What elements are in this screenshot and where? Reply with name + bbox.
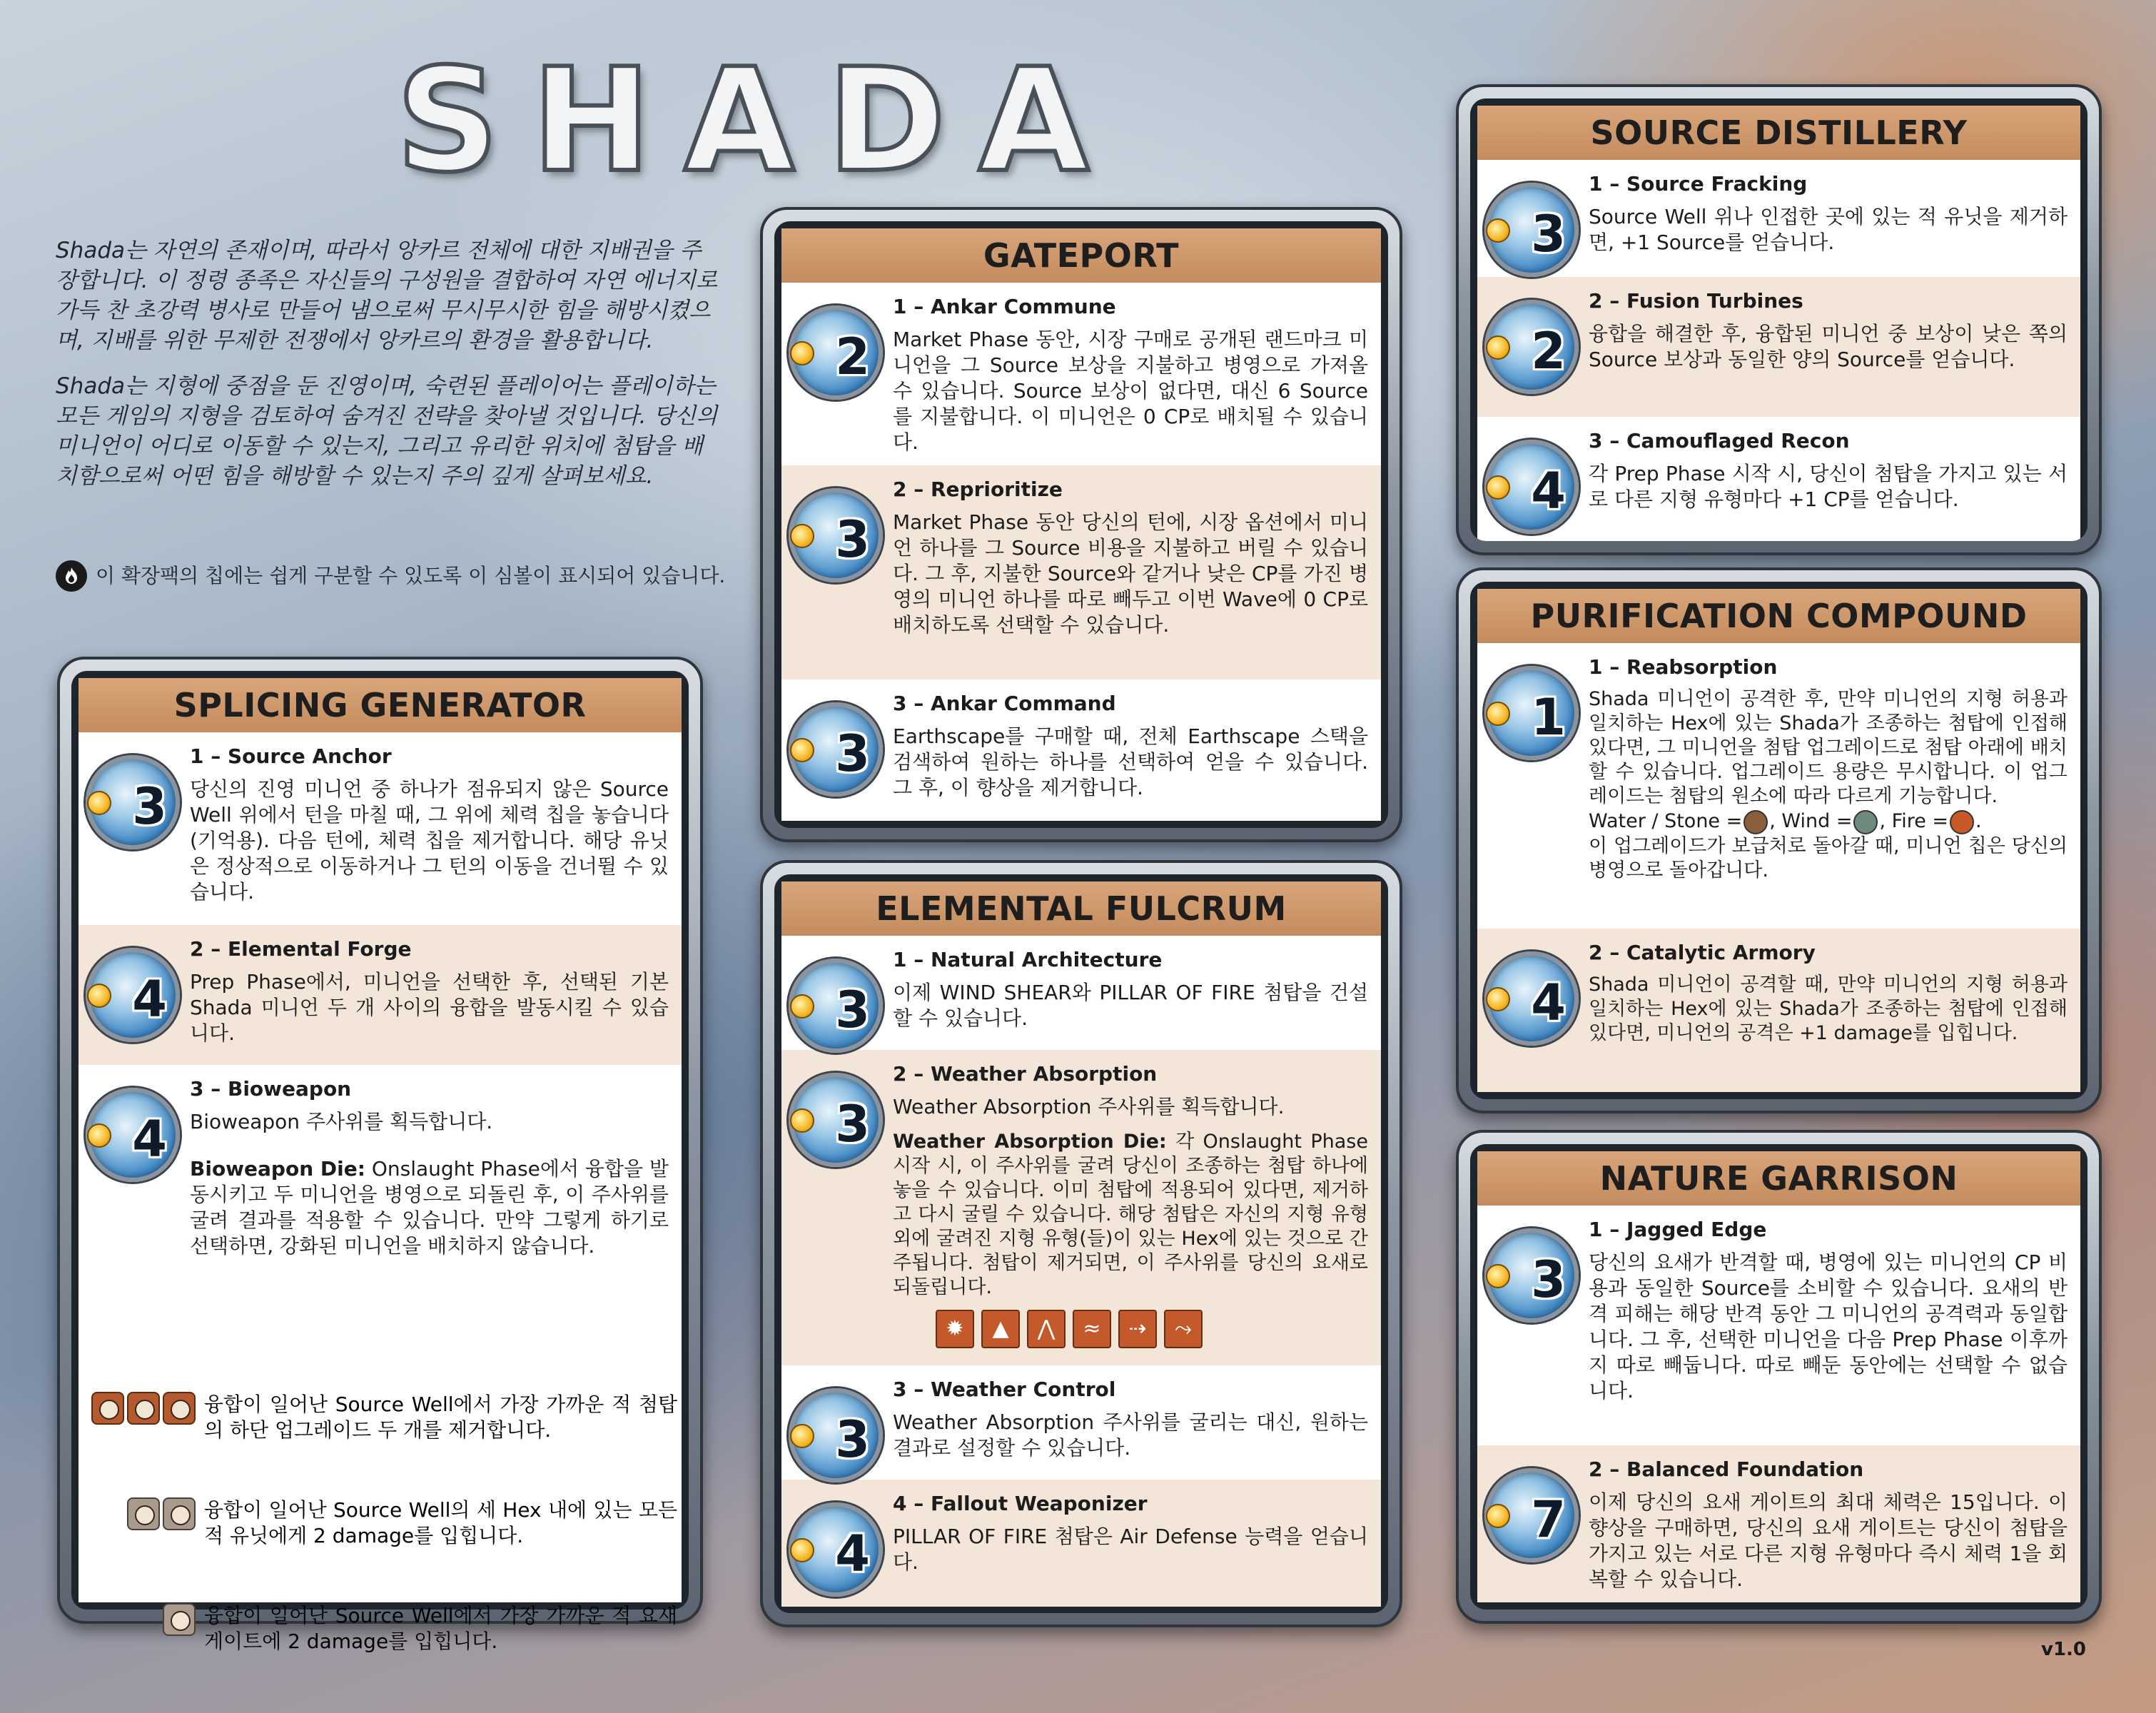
- upgrade-row: [79, 732, 682, 925]
- die-description: Bioweapon Die: Onslaught Phase에서 융합을 발동시키고 두 미니언을 병영으로 되돌린 후, 이 주사위를 굴려 결과를 적용할 수 있습니다. 만약 그렇게 하기로 선택하면, 강화된 미니언을 배치하지 않습니다.: [190, 1157, 669, 1258]
- cost-badge: 2: [1484, 300, 1579, 394]
- version-label: v1.0: [2041, 1639, 2087, 1660]
- upgrade-title: 4 – Fallout Weaponizer: [893, 1492, 1148, 1515]
- card-source-distillery: [1456, 84, 2102, 555]
- peak-terrain-icon: ⋀: [1027, 1310, 1066, 1348]
- upgrade-text: Source Well 위나 인접한 곳에 있는 적 유닛을 제거하면, +1 Source를 얻습니다.: [1589, 205, 2068, 254]
- terrain-chip-icon: [163, 1603, 196, 1636]
- intro-paragraph-2: Shada는 지형에 중점을 둔 진영이며, 숙련된 플레이어는 플레이하는 모든 게임의 지형을 검토하여 숨겨진 전략을 찾아낼 것입니다. 당신의 미니언이 어디로 이동할 수 있는지, 그리고 유리한 위치에 첨탑을 배치함으로써 어떤 힘을 해방할 수 있는지 주의 깊게 살펴보세요.: [56, 373, 718, 489]
- terrain-icons: [936, 1310, 1368, 1348]
- cost-badge: 4: [789, 1502, 883, 1597]
- card-purification-compound: [1456, 567, 2102, 1113]
- upgrade-text: 융합을 해결한 후, 융합된 미니언 중 보상이 낮은 쪽의 Source 보상과 동일한 양의 Source를 얻습니다.: [1589, 322, 2068, 371]
- terrain-chip-icon: [163, 1392, 196, 1425]
- upgrade-title: 1 – Source Fracking: [1589, 172, 1808, 196]
- card-title: NATURE GARRISON: [1477, 1151, 2080, 1206]
- cost-badge: 3: [789, 488, 883, 582]
- intro-paragraph-1: Shada는 자연의 존재이며, 따라서 앙카르 전체에 대한 지배권을 주장합니다. 이 정령 종족은 자신들의 구성원을 결합하여 자연 에너지로 가득 찬 초강력 병사로 만들어 냄으로써 무시무시한 힘을 해방시켰으며, 지배를 위한 무제한 전쟁에서 앙카르의 환경을 활용합니다.: [56, 238, 718, 353]
- upgrade-text: 각 Prep Phase 시작 시, 당신이 첨탑을 가지고 있는 서로 다른 지형 유형마다 +1 CP를 얻습니다.: [1589, 462, 2068, 511]
- cost-badge: 1: [1484, 666, 1579, 760]
- upgrade-text: Shada 미니언이 공격할 때, 만약 미니언의 지형 허용과 일치하는 Hex에 있는 Shada가 조종하는 첨탑에 인접해 있다면, 미니언의 공격은 +1 damage를 입힙니다.: [1589, 974, 2068, 1044]
- card-gateport: [760, 207, 1402, 842]
- upgrade-text: Earthscape를 구매할 때, 전체 Earthscape 스택을 검색하여 원하는 하나를 선택하여 얻을 수 있습니다. 그 후, 이 향상을 제거합니다.: [893, 724, 1368, 799]
- source-icon: [790, 1108, 814, 1133]
- fire-terrain-icon: ✹: [936, 1310, 974, 1348]
- card-nature-garrison: [1456, 1130, 2102, 1624]
- source-icon: [790, 1424, 814, 1448]
- card-elemental-fulcrum: [760, 860, 1402, 1627]
- upgrade-title: 1 – Natural Architecture: [893, 948, 1163, 971]
- upgrade-text: 이제 당신의 요새 게이트의 최대 체력은 15입니다. 이 향상을 구매하면, 당신의 요새 게이트는 당신이 첨탑을 가지고 있는 서로 다른 지형 유형마다 즉시 체력 1을 회복할 수 있습니다.: [1589, 1490, 2068, 1591]
- source-icon: [790, 524, 814, 548]
- terrain-chip-icon: [91, 1392, 124, 1425]
- upgrade-title: 2 – Fusion Turbines: [1589, 289, 1803, 313]
- upgrade-row: [1477, 1445, 2080, 1602]
- upgrade-row: [781, 1050, 1381, 1365]
- cost-badge: 3: [1484, 1228, 1579, 1323]
- cost-badge: 3: [789, 702, 883, 797]
- upgrade-title: 2 – Catalytic Armory: [1589, 941, 1816, 964]
- die-description: Weather Absorption Die: 각 Onslaught Phase 시작 시, 이 주사위를 굴려 당신이 조종하는 첨탑 하나에 놓을 수 있습니다. 이미 첨탑에 적용되어 있다면, 제거하고 다시 굴릴 수 있습니다. 해당 첨탑은 자신의 지형 유형 외에 굴려진 지형 유형(들)이 있는 Hex에 있는 것으로 간주됩니다. 첨탑이 제거되면, 이 주사위를 당신의 요새로 되돌립니다.: [893, 1131, 1368, 1298]
- wind-terrain-icon: ⇢: [1118, 1310, 1157, 1348]
- terrain-chip-icon: [127, 1497, 160, 1530]
- source-icon: [87, 984, 111, 1008]
- cost-badge: 4: [1484, 951, 1579, 1046]
- upgrade-row: [781, 679, 1381, 821]
- source-icon: [87, 791, 111, 815]
- source-icon: [1486, 1504, 1510, 1528]
- upgrade-row: [1477, 417, 2080, 541]
- source-icon: [1486, 475, 1510, 500]
- upgrade-text: Market Phase 동안 당신의 턴에, 시장 옵션에서 미니언 하나를 그 Source 비용을 지불하고 버릴 수 있습니다. 그 후, 지불한 Source와 같거나 낮은 CP를 가진 병영의 미니언 하나를 따로 빼두고 이번 Wave에 0 CP로 배치하도록 선택할 수 있습니다.: [893, 510, 1368, 637]
- upgrade-row: [1477, 1206, 2080, 1445]
- card-title: ELEMENTAL FULCRUM: [781, 881, 1381, 936]
- source-icon: [87, 1123, 111, 1148]
- upgrade-text: 당신의 진영 미니언 중 하나가 점유되지 않은 Source Well 위에서 턴을 마칠 때, 그 위에 체력 칩을 놓습니다 (기억용). 다음 턴에, 체력 칩을 제거합니다. 해당 유닛은 정상적으로 이동하거나 그 턴의 이동을 건너뛸 수 있습니다.: [190, 777, 669, 904]
- upgrade-title: 1 – Reabsorption: [1589, 655, 1778, 679]
- upgrade-title: 3 – Camouflaged Recon: [1589, 429, 1850, 453]
- upgrade-row: [1477, 643, 2080, 929]
- upgrade-row: [1477, 929, 2080, 1092]
- source-icon: [1486, 702, 1510, 726]
- source-icon: [1486, 335, 1510, 360]
- upgrade-title: 1 – Ankar Commune: [893, 295, 1116, 318]
- upgrade-row: [781, 936, 1381, 1050]
- cost-badge: 3: [86, 755, 180, 849]
- upgrade-title: 2 – Reprioritize: [893, 477, 1063, 501]
- cost-badge: 4: [1484, 440, 1579, 534]
- card-title: PURIFICATION COMPOUND: [1477, 589, 2080, 643]
- symbol-note-text: 이 확장팩의 칩에는 쉽게 구분할 수 있도록 이 심볼이 표시되어 있습니다.: [96, 564, 726, 587]
- die-result-2: 융합이 일어난 Source Well의 세 Hex 내에 있는 모든 적 유닛에게 2 damage를 입힙니다.: [88, 1497, 677, 1549]
- cost-badge: 3: [789, 1073, 883, 1167]
- intro-text: [56, 236, 719, 507]
- symbol-note: [56, 560, 755, 592]
- bioweapon-results: [88, 1373, 677, 1654]
- faction-title: SHADA: [396, 38, 1123, 204]
- upgrade-title: 3 – Bioweapon: [190, 1077, 352, 1101]
- fire-chip-icon: [1950, 810, 1974, 834]
- upgrade-title: 2 – Elemental Forge: [190, 937, 412, 961]
- wind-chip-icon: [1853, 810, 1878, 834]
- upgrade-row: [781, 1365, 1381, 1480]
- upgrade-title: 2 – Balanced Foundation: [1589, 1457, 1864, 1481]
- card-title: SPLICING GENERATOR: [79, 678, 682, 732]
- cost-badge: 3: [789, 959, 883, 1053]
- card-splicing-generator: [57, 657, 703, 1653]
- cost-badge: 4: [86, 948, 180, 1042]
- upgrade-title: 1 – Source Anchor: [190, 744, 392, 768]
- upgrade-row: [1477, 160, 2080, 277]
- cost-badge: 4: [86, 1088, 180, 1182]
- upgrade-row: [781, 1480, 1381, 1607]
- fire-wind-terrain-icon: ⤳: [1164, 1310, 1203, 1348]
- flame-icon: [56, 560, 87, 592]
- upgrade-text: Weather Absorption 주사위를 획득합니다.: [893, 1095, 1285, 1118]
- cost-badge: 7: [1484, 1468, 1579, 1562]
- upgrade-text: PILLAR OF FIRE 첨탑은 Air Defense 능력을 얻습니다.: [893, 1525, 1368, 1574]
- card-title: SOURCE DISTILLERY: [1477, 106, 2080, 160]
- upgrade-text: Prep Phase에서, 미니언을 선택한 후, 선택된 기본 Shada 미니언 두 개 사이의 융합을 발동시킬 수 있습니다.: [190, 970, 669, 1045]
- upgrade-text: 당신의 요새가 반격할 때, 병영에 있는 미니언의 CP 비용과 동일한 Source를 소비할 수 있습니다. 요새의 반격 피해는 해당 반격 동안 그 미니언의 공격력과 동일합니다. 그 후, 선택한 미니언을 다음 Prep Phase 이후까지 따로 빼둡니다. 따로 빼둔 동안에는 선택할 수 없습니다.: [1589, 1250, 2068, 1403]
- source-icon: [790, 1538, 814, 1562]
- cost-badge: 3: [1484, 183, 1579, 277]
- upgrade-title: 1 – Jagged Edge: [1589, 1218, 1767, 1241]
- upgrade-title: 3 – Ankar Command: [893, 692, 1116, 715]
- source-icon: [790, 994, 814, 1019]
- cost-badge: 2: [789, 305, 883, 400]
- upgrade-row: [781, 465, 1381, 679]
- die-result-3: 융합이 일어난 Source Well에서 가장 가까운 적 요새 게이트에 2 damage를 입힙니다.: [88, 1603, 677, 1654]
- terrain-chip-icon: [163, 1497, 196, 1530]
- upgrade-title: 3 – Weather Control: [893, 1378, 1116, 1401]
- upgrade-text: Shada 미니언이 공격한 후, 만약 미니언의 지형 허용과 일치하는 Hex에 있는 Shada가 조종하는 첨탑에 인접해 있다면, 그 미니언을 첨탑 업그레이드로 첨탑 아래에 배치할 수 있습니다. 업그레이드 용량은 무시합니다. 이 업그레이드는 첨탑의 원소에 따라 다르게 기능합니다.: [1589, 688, 2068, 807]
- cost-badge: 3: [789, 1388, 883, 1482]
- upgrade-title: 2 – Weather Absorption: [893, 1062, 1158, 1086]
- stone-chip-icon: [1743, 810, 1768, 834]
- upgrade-text: Bioweapon 주사위를 획득합니다.: [190, 1110, 493, 1133]
- source-icon: [790, 341, 814, 365]
- die-result-1: 융합이 일어난 Source Well에서 가장 가까운 적 첨탑의 하단 업그레이드 두 개를 제거합니다.: [88, 1392, 677, 1443]
- source-icon: [790, 738, 814, 762]
- source-icon: [1486, 218, 1510, 243]
- mountain-terrain-icon: ▲: [981, 1310, 1020, 1348]
- upgrade-text: Weather Absorption 주사위를 굴리는 대신, 원하는 결과로 설정할 수 있습니다.: [893, 1410, 1368, 1460]
- upgrade-row: [1477, 277, 2080, 417]
- element-effects: Water / Stone = , Wind = , Fire = .: [1589, 809, 2068, 834]
- card-title: GATEPORT: [781, 228, 1381, 283]
- upgrade-row: [781, 283, 1381, 465]
- upgrade-text-2: 이 업그레이드가 보급처로 돌아갈 때, 미니언 칩은 당신의 병영으로 돌아갑니다.: [1589, 835, 2068, 881]
- upgrade-row: [79, 925, 682, 1065]
- upgrade-text: 이제 WIND SHEAR와 PILLAR OF FIRE 첨탑을 건설할 수 있습니다.: [893, 981, 1368, 1030]
- source-icon: [1486, 1264, 1510, 1288]
- source-icon: [1486, 987, 1510, 1011]
- upgrade-text: Market Phase 동안, 시장 구매로 공개된 랜드마크 미니언을 그 Source 보상을 지불하고 병영으로 가져올 수 있습니다. Source 보상이 없다면, 대신 6 Source를 지불합니다. 이 미니언은 0 CP로 배치될 수 있습니다.: [893, 328, 1368, 454]
- water-terrain-icon: ≈: [1073, 1310, 1111, 1348]
- terrain-chip-icon: [127, 1392, 160, 1425]
